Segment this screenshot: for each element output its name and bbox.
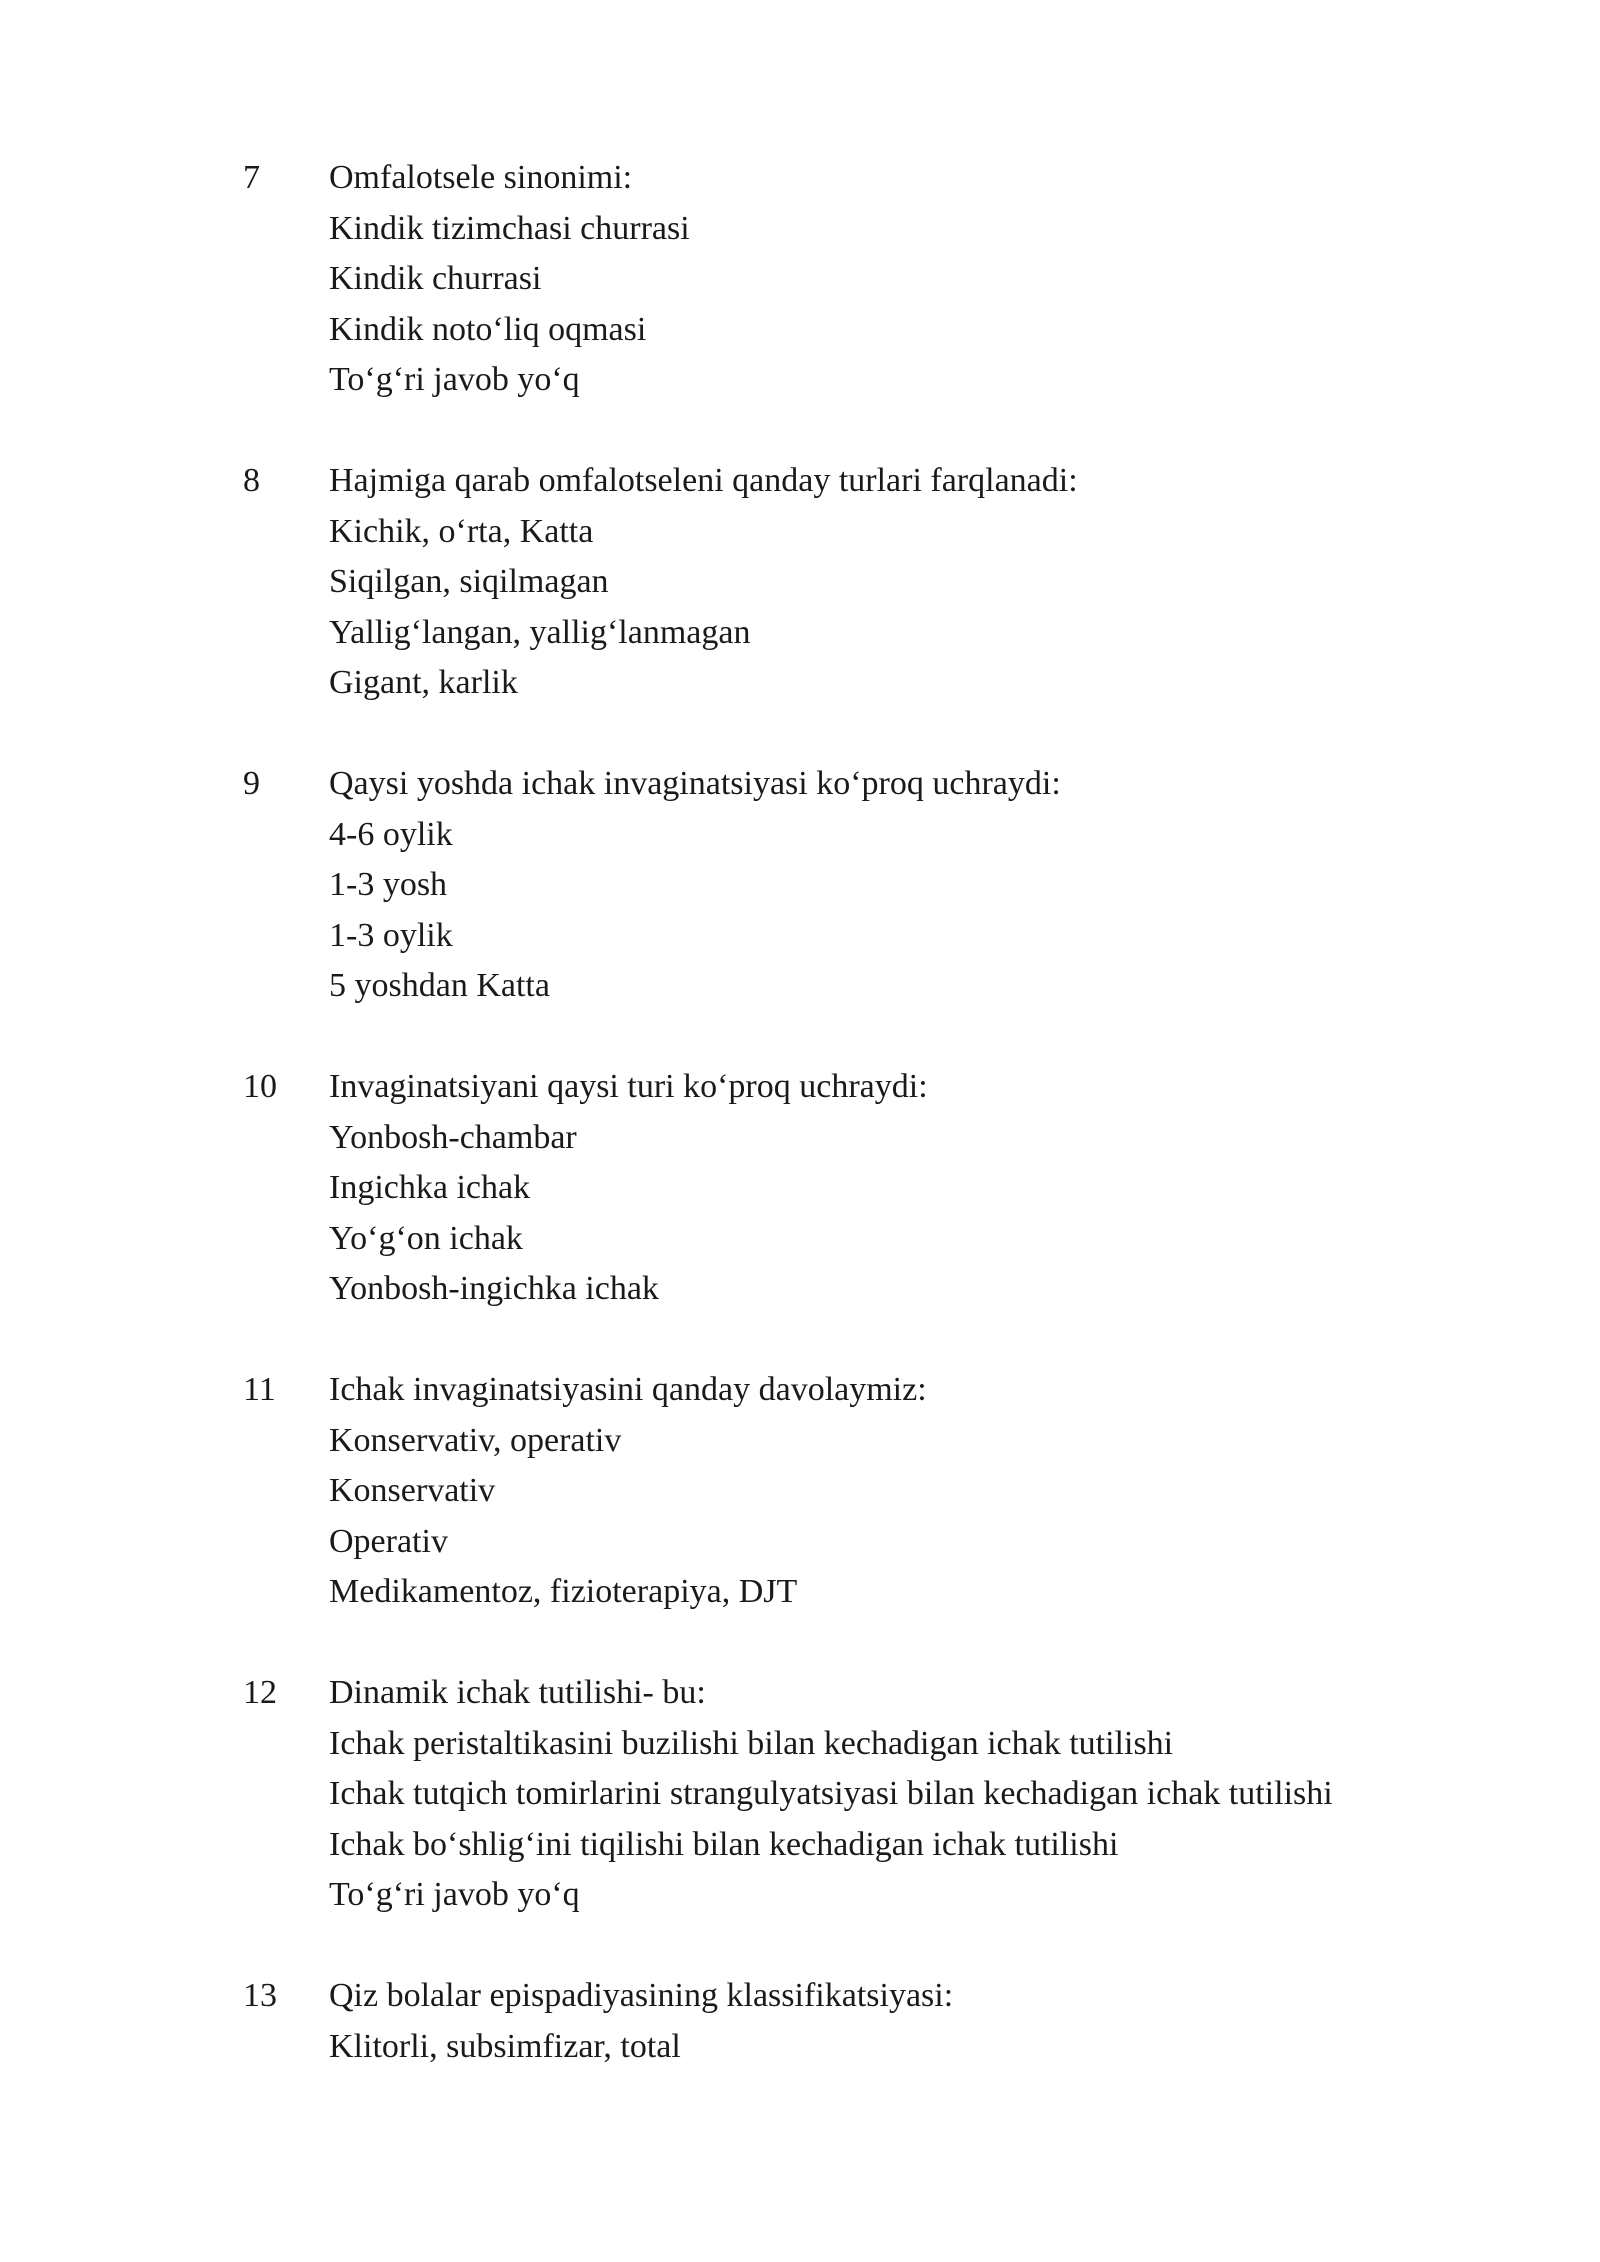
question-text: Qaysi yoshda ichak invaginatsiyasi ko‘proq uchraydi: <box>329 765 1061 802</box>
answer-option: Kindik churrasi <box>329 260 542 297</box>
answer-option: Yo‘g‘on ichak <box>329 1219 523 1257</box>
question-text: Omfalotsele sinonimi: <box>329 159 633 196</box>
question-body <box>329 759 1529 1012</box>
question-body <box>329 456 1529 709</box>
answer-option: Klitorli, subsimfizar, total <box>329 2027 681 2065</box>
question-body <box>329 1365 1529 1618</box>
answer-option: Operativ <box>329 1522 448 1560</box>
question-body <box>329 153 1529 406</box>
answer-option: 1-3 yosh <box>329 866 448 903</box>
answer-option: Gigant, karlik <box>329 664 518 701</box>
answer-option: Konservativ <box>329 1472 496 1509</box>
question-text: Ichak invaginatsiyasini qanday davolaymiz: <box>329 1371 927 1408</box>
answer-option: To‘g‘ri javob yo‘q <box>329 361 580 398</box>
answer-option: Kindik tizimchasi churrasi <box>329 209 690 247</box>
question-text: Hajmiga qarab omfalotseleni qanday turlari farqlanadi: <box>329 462 1078 499</box>
answer-option: Kichik, o‘rta, Katta <box>329 512 594 550</box>
answer-option: To‘g‘ri javob yo‘q <box>329 1876 580 1913</box>
question-number: 7 <box>243 159 260 196</box>
question-text: Invaginatsiyani qaysi turi ko‘proq uchraydi: <box>329 1068 928 1105</box>
answer-option: Ichak tutqich tomirlarini strangulyatsiyasi bilan kechadigan ichak tutilishi <box>329 1775 1333 1812</box>
question-body <box>329 1668 1529 1921</box>
question-text: Dinamik ichak tutilishi- bu: <box>329 1674 706 1711</box>
answer-option: 1-3 oylik <box>329 916 453 954</box>
answer-option: 4-6 oylik <box>329 815 453 853</box>
question-number: 10 <box>243 1068 277 1105</box>
question-number: 13 <box>243 1977 277 2014</box>
question-body <box>329 1062 1529 1315</box>
question-number: 8 <box>243 462 260 499</box>
answer-option: Ichak bo‘shlig‘ini tiqilishi bilan kechadigan ichak tutilishi <box>329 1825 1119 1863</box>
question-number: 12 <box>243 1674 277 1711</box>
answer-option: Yallig‘langan, yallig‘lanmagan <box>329 613 751 651</box>
question-number: 11 <box>243 1371 276 1408</box>
answer-option: Yonbosh-ingichka ichak <box>329 1270 659 1307</box>
question-body <box>329 1971 1529 2072</box>
answer-option: Ichak peristaltikasini buzilishi bilan kechadigan ichak tutilishi <box>329 1724 1174 1762</box>
answer-option: 5 yoshdan Katta <box>329 967 550 1004</box>
answer-option: Yonbosh-chambar <box>329 1118 577 1156</box>
question-number: 9 <box>243 765 260 802</box>
question-text: Qiz bolalar epispadiyasining klassifikatsiyasi: <box>329 1977 954 2014</box>
answer-option: Konservativ, operativ <box>329 1421 622 1459</box>
answer-option: Medikamentoz, fizioterapiya, DJT <box>329 1573 798 1610</box>
answer-option: Siqilgan, siqilmagan <box>329 563 609 600</box>
answer-option: Kindik noto‘liq oqmasi <box>329 310 647 348</box>
answer-option: Ingichka ichak <box>329 1169 531 1206</box>
